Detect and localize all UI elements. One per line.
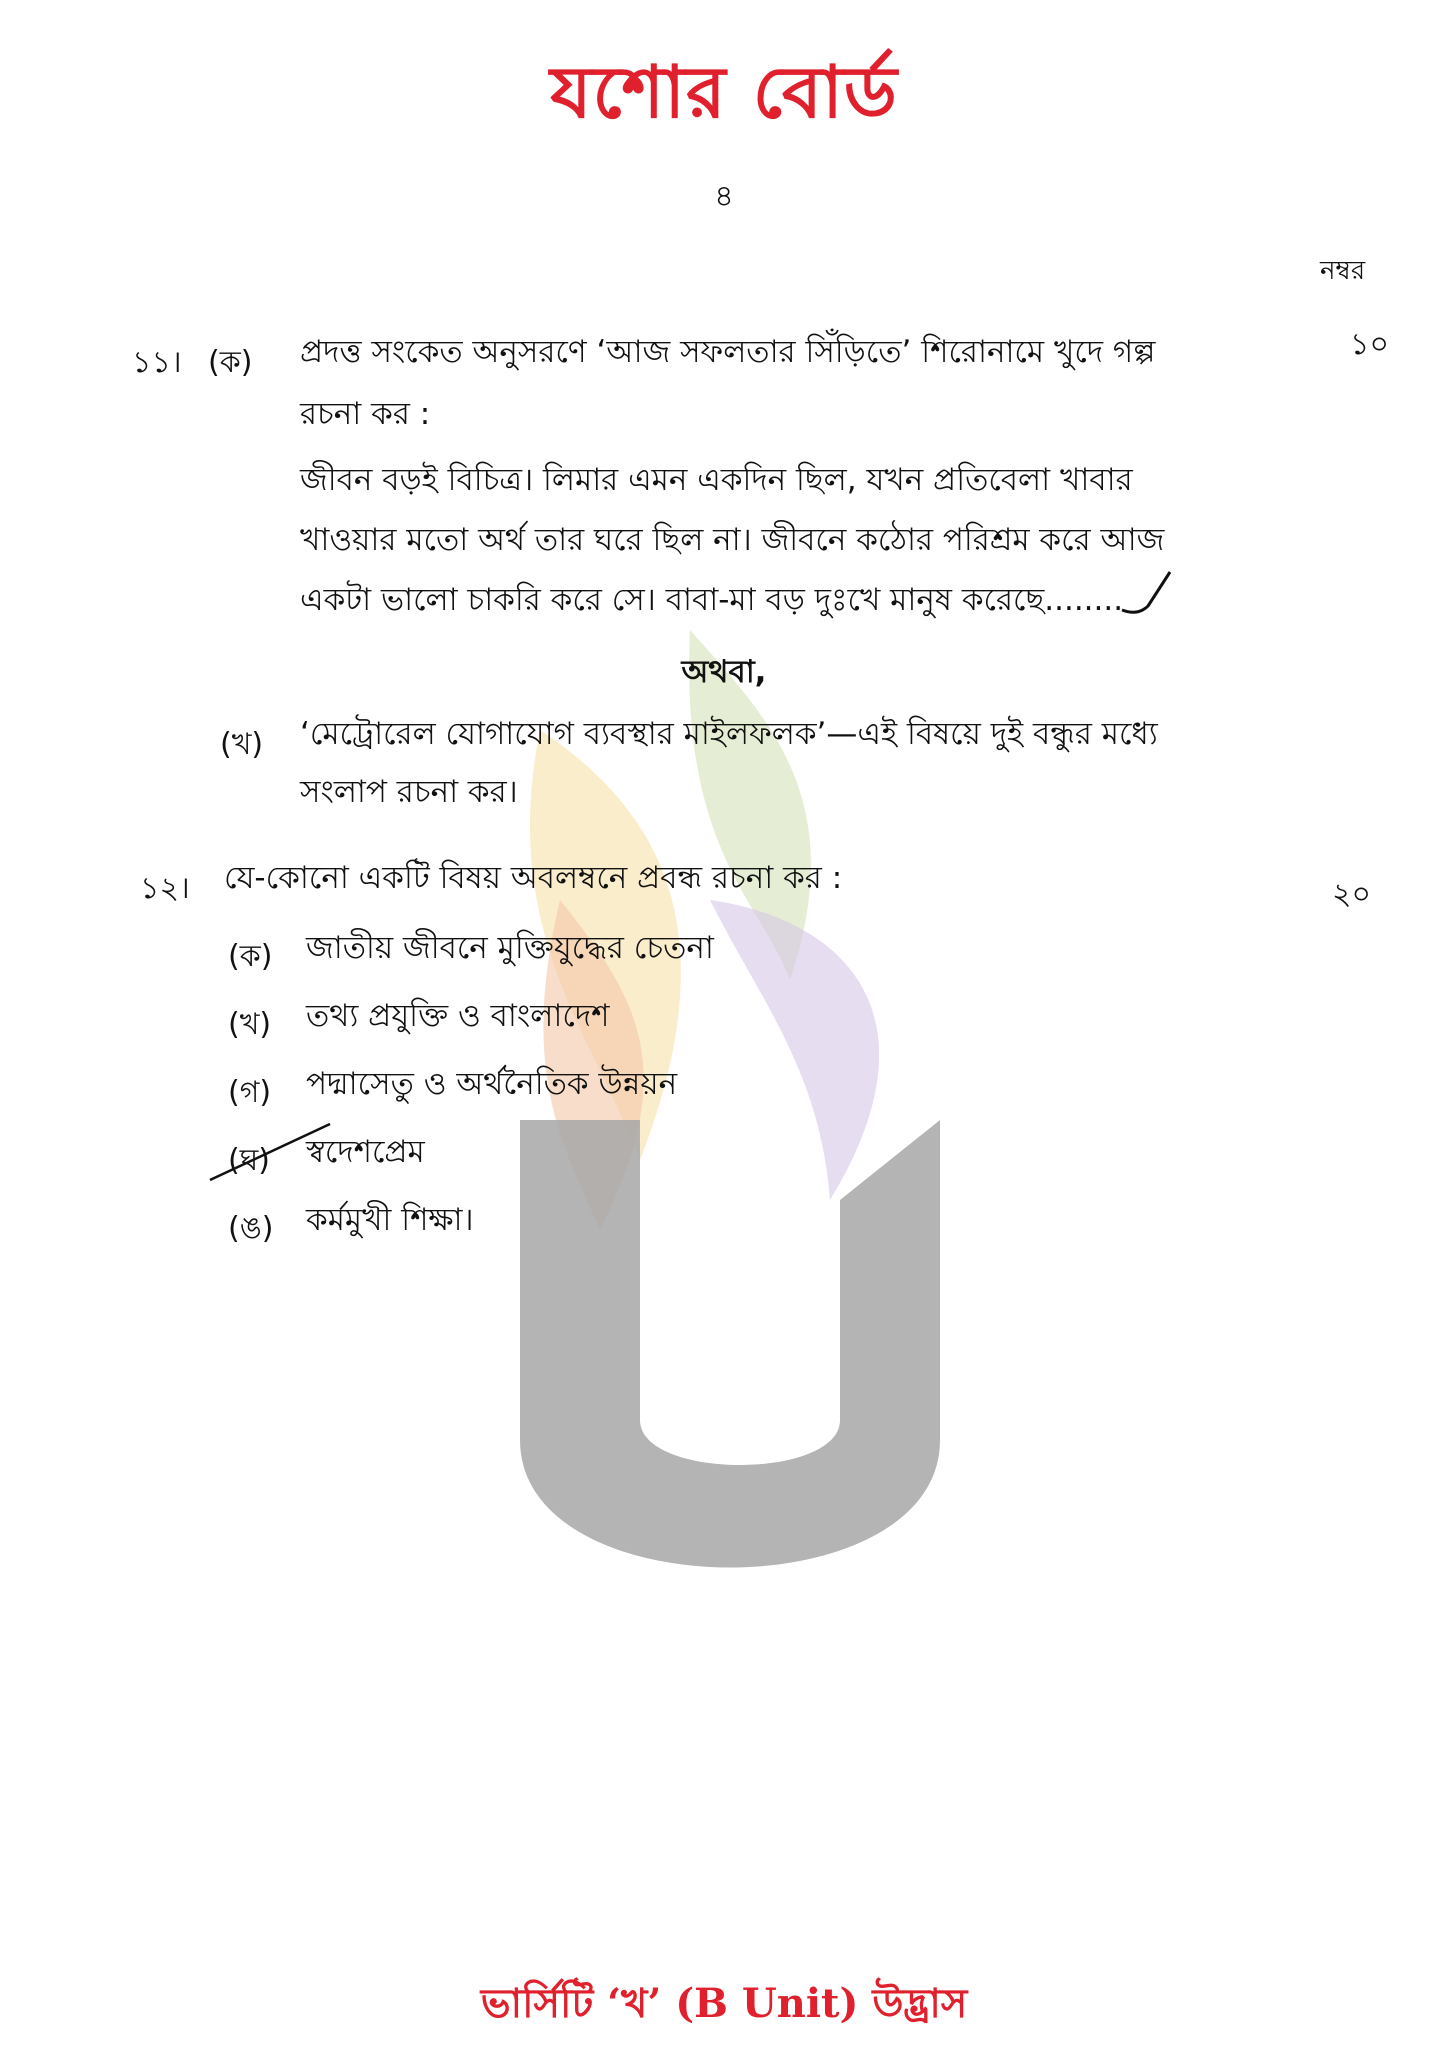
question-number: ১১।: [132, 345, 182, 380]
board-title: যশোর বোর্ড: [550, 50, 898, 134]
question-text-line: ‘মেট্রোরেল যোগাযোগ ব্যবস্থার মাইলফলক’—এই বিষয়ে দুই বন্ধুর মধ্যে: [300, 716, 1158, 752]
footer-brand: ভার্সিটি ‘খ’ (B Unit) উদ্ভ্রাস: [480, 1980, 968, 2027]
essay-option-text: তথ্য প্রযুক্তি ও বাংলাদেশ: [306, 998, 610, 1034]
essay-option-label: (ঘ): [228, 1143, 270, 1178]
passage-line: জীবন বড়ই বিচিত্র। লিমার এমন একদিন ছিল, যখন প্রতিবেলা খাবার: [300, 462, 1133, 498]
pen-strike-mark: [206, 1118, 336, 1188]
question-part-label: (ক): [208, 345, 253, 380]
passage-line: একটা ভালো চাকরি করে সে। বাবা-মা বড় দুঃখে মানুষ করেছে........: [300, 582, 1124, 618]
essay-option-text: পদ্মাসেতু ও অর্থনৈতিক উন্নয়ন: [306, 1066, 678, 1102]
essay-option-label: (খ): [228, 1007, 272, 1042]
essay-option-label: (গ): [228, 1075, 272, 1110]
question-text-line: সংলাপ রচনা কর।: [300, 774, 518, 810]
pen-tick-mark: [1118, 566, 1178, 626]
watermark-u-shape: [520, 1120, 940, 1568]
marks-column-header: নম্বর: [1320, 256, 1366, 286]
question-prompt: যে-কোনো একটি বিষয় অবলম্বনে প্রবন্ধ রচনা কর :: [224, 860, 843, 896]
watermark-flame-purple: [710, 900, 879, 1200]
question-text-line: রচনা কর :: [300, 396, 431, 432]
passage-line: খাওয়ার মতো অর্থ তার ঘরে ছিল না। জীবনে কঠোর পরিশ্রম করে আজ: [300, 522, 1165, 558]
question-text-line: প্রদত্ত সংকেত অনুসরণে ‘আজ সফলতার সিঁড়িতে’ শিরোনামে খুদে গল্প: [300, 334, 1156, 370]
essay-option-text: স্বদেশপ্রেম: [306, 1134, 425, 1170]
question-marks: ১০: [1350, 327, 1389, 362]
or-separator: অথবা,: [681, 654, 767, 690]
question-number: ১২।: [140, 871, 190, 906]
question-marks: ২০: [1332, 877, 1372, 912]
essay-option-label: (ঙ): [228, 1211, 274, 1246]
essay-option-text: জাতীয় জীবনে মুক্তিযুদ্ধের চেতনা: [306, 930, 714, 966]
essay-option-text: কর্মমুখী শিক্ষা।: [306, 1202, 474, 1238]
question-part-label: (খ): [220, 727, 264, 762]
essay-option-label: (ক): [228, 939, 273, 974]
page-number: ৪: [714, 179, 734, 214]
